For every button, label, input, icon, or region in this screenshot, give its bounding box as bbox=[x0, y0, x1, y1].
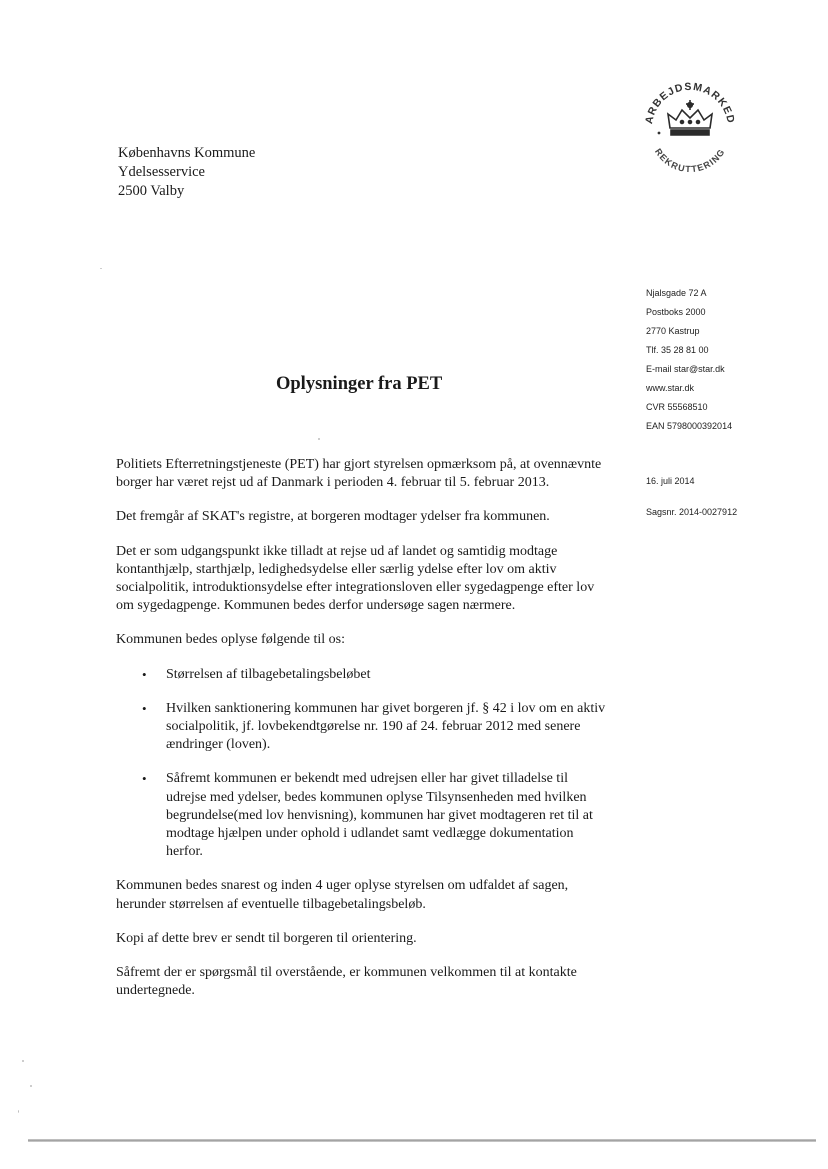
scan-speck bbox=[318, 438, 320, 440]
letter-body bbox=[116, 456, 606, 1016]
paragraph-skat: Det fremgår af SKAT's registre, at borgeren modtager ydelser fra kommunen. bbox=[116, 509, 550, 525]
list-item: • Størrelsen af tilbagebetalingsbeløbet bbox=[166, 666, 606, 684]
paragraph-contact: Såfremt der er spørgsmål til overstående, er kommunen velkommen til at kontakte undertegnede. bbox=[116, 965, 577, 999]
paragraph-pet-notice: Politiets Efterretningstjeneste (PET) har gjort styrelsen opmærksom på, at ovennævnte borger har været rejst ud af Danmark i perioden 4. februar til 5. februar 2013. bbox=[116, 457, 602, 491]
scan-speck bbox=[22, 1060, 24, 1062]
list-item: • Hvilken sanktionering kommunen har givet borgeren jf. § 42 i lov om en aktiv socialpolitik, jf. lovbekendtgørelse nr. 190 af 24. februar 2012 med senere ændringer (loven). bbox=[166, 700, 606, 755]
sender-city: 2770 Kastrup bbox=[646, 326, 700, 336]
scan-speck bbox=[18, 1110, 19, 1113]
paragraph-deadline: Kommunen bedes snarest og inden 4 uger oplyse styrelsen om udfaldet af sagen, herunder størrelsen af eventuelle tilbagebetalingsbeløb. bbox=[116, 878, 569, 912]
recipient-name: Københavns Kommune bbox=[118, 145, 256, 161]
sender-email: E-mail star@star.dk bbox=[646, 364, 725, 374]
paragraph-request: Kommunen bedes oplyse følgende til os: bbox=[116, 632, 346, 648]
svg-text:REKRUTTERING: REKRUTTERING bbox=[652, 146, 728, 174]
letter-date: 16. juli 2014 bbox=[646, 476, 695, 486]
seal-dot-icon bbox=[658, 132, 661, 135]
recipient-city: 2500 Valby bbox=[118, 183, 185, 199]
scan-edge-line bbox=[28, 1139, 816, 1142]
case-number: Sagsnr. 2014-0027912 bbox=[646, 507, 738, 517]
svg-text:ARBEJDSMARKED: ARBEJDSMARKED bbox=[643, 80, 737, 126]
scan-speck bbox=[30, 1085, 32, 1087]
letter-title: Oplysninger fra PET bbox=[276, 374, 443, 394]
sender-pobox: Postboks 2000 bbox=[646, 307, 706, 317]
agency-seal-logo bbox=[638, 70, 742, 174]
scan-speck bbox=[100, 268, 102, 269]
crown-icon bbox=[668, 100, 712, 135]
list-item: • Såfremt kommunen er bekendt med udrejsen eller har givet tilladelse til udrejse med ydelser, bedes kommunen oplyse Tilsynsenheden med hvilken begrundelse(med lov henvisning), kommunen har givet modtageren ret til at modtage hjælpen under ophold i udlandet samt vedlægge dokumentation herfor. bbox=[166, 770, 606, 861]
paragraph-copy: Kopi af dette brev er sendt til borgeren til orientering. bbox=[116, 930, 417, 946]
sender-address: Njalsgade 72 A bbox=[646, 288, 707, 298]
paragraph-rules: Det er som udgangspunkt ikke tilladt at rejse ud af landet og samtidig modtage kontanthjælp, starthjælp, ledighedsydelse eller særlig ydelse efter lov om aktiv socialpolitik, introduktionsydelse efter integrationsloven eller sygedagpenge efter lov om sygedagpenge. Kommunen bedes derfor undersøge sagen nærmere. bbox=[116, 543, 595, 614]
sender-ean: EAN 5798000392014 bbox=[646, 421, 733, 431]
sender-cvr: CVR 55568510 bbox=[646, 402, 708, 412]
request-list bbox=[116, 666, 606, 862]
recipient-department: Ydelsesservice bbox=[118, 164, 205, 180]
sender-web: www.star.dk bbox=[646, 383, 695, 393]
recipient-address bbox=[118, 144, 255, 201]
sender-phone: Tlf. 35 28 81 00 bbox=[646, 345, 709, 355]
sender-contact-info bbox=[646, 284, 732, 436]
